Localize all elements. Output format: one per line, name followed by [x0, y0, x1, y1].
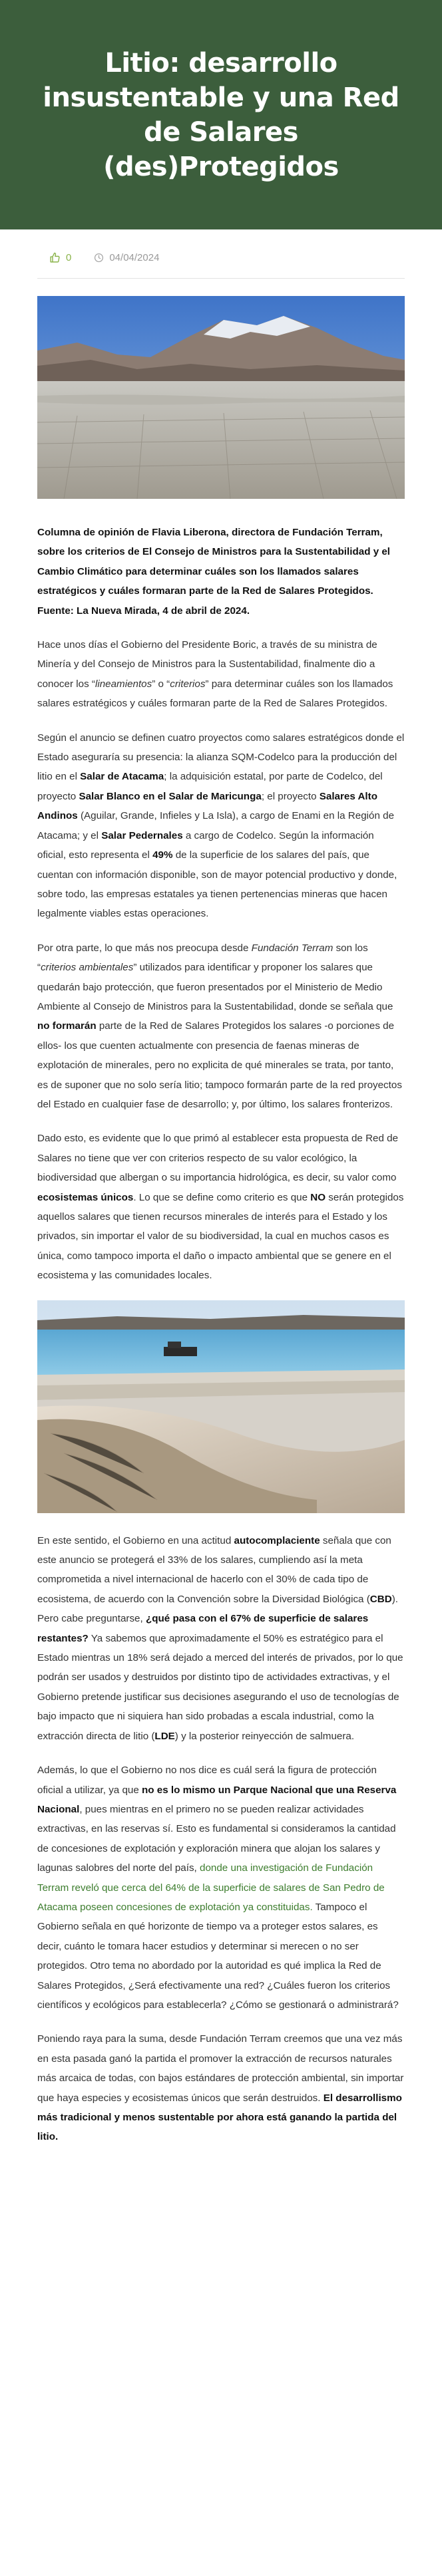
text-segment: Salar Blanco en el Salar de Maricunga [79, 790, 262, 802]
text-segment: , pues mientras en el primero no se pueden realizar actividades extractivas, en las reservas sí. Esto es fundamental si consideramos la cantidad de concesiones de explotación y exploración minera que alojan los salares y lagunas salobres del norte del país, [37, 1803, 396, 1874]
date-text: 04/04/2024 [109, 252, 160, 263]
paragraph-2 [37, 728, 405, 924]
publish-date [94, 252, 159, 263]
text-segment: El desarrollismo más tradicional y menos sustentable por ahora está ganando la partida del litio. [37, 2092, 402, 2143]
text-segment: ; el proyecto [261, 790, 320, 802]
text-segment: serán protegidos aquellos salares que tienen recursos minerales de interés para el Estado y los privados, sin importar el valor de su biodiversidad, la cual en muchos casos es única, como tampoco importa el daño o impacto ambiental que se genere en el ecosistema y las comunidades locales. [37, 1191, 404, 1282]
text-segment: no formarán [37, 1020, 97, 1032]
thumbs-up-icon [49, 252, 61, 263]
text-segment: . Lo que se define como criterio es que [133, 1191, 311, 1203]
text-segment: señala que con este anuncio se protegerá el 33% de los salares, cumpliendo así la meta comprometida a nivel internacional de hacerlo con el 30% de cada tipo de ecosistema, de acuerdo con la Convención sobre la Diversidad Biológica ( [37, 1534, 391, 1605]
article-body [37, 523, 405, 2147]
text-segment: lineamientos [95, 678, 152, 690]
text-segment: Fundación Terram [251, 942, 333, 954]
text-segment: ) y la posterior reinyección de salmuera. [174, 1730, 355, 1742]
text-segment: LDE [154, 1730, 175, 1742]
article-header [0, 0, 442, 229]
text-segment: (Aguilar, Grande, Infieles y La Isla), a cargo de Enami en la Región de Atacama; y el [37, 810, 395, 841]
text-segment: ; la adquisición estatal, por parte de Codelco, del proyecto [37, 771, 383, 802]
text-segment: criterios [170, 678, 206, 690]
inline-image [37, 1300, 405, 1516]
text-segment: 49% [152, 849, 173, 861]
text-segment: CBD [369, 1593, 392, 1605]
article-lead [37, 523, 405, 621]
text-segment: ). Pero cabe preguntarse, [37, 1593, 398, 1625]
text-segment: parte de la Red de Salares Protegidos los salares -o porciones de ellos- los que cuenten actualmente con presencia de faenas mineras de explotación de minerales, pero no explicita de qué minerales se trata, por tanto, es de suponer que no solo sería litio; tampoco formarán parte de la red proyectos del Estado en cualquier fase de desarrollo; y, por último, los salares fronterizos. [37, 1020, 402, 1110]
text-segment: son los “ [37, 942, 368, 974]
text-segment: Dado esto, es evidente que lo que primó al establecer esta propuesta de Red de Salares no tiene que ver con criterios respecto de su valor ecológico, la biodiversidad que albergan o su importancia hidrológica, es decir, su valor como [37, 1133, 399, 1184]
text-segment: Salares Alto Andinos [37, 790, 377, 822]
paragraph-6 [37, 1761, 405, 2015]
lead-summary: Columna de opinión de Flavia Liberona, directora de Fundación Terram, sobre los criterios de El Consejo de Ministros para la Sustentabilidad y el Cambio Climático para determinar cuáles son los llamados salares estratégicos y cuáles formaran parte de la Red de Salares Protegidos. [37, 527, 391, 597]
text-segment: ¿qué pasa con el 67% de superficie de salares restantes? [37, 1613, 369, 1644]
lead-source: Fuente: La Nueva Mirada, 4 de abril de 2024. [37, 605, 250, 617]
paragraph-7 [37, 2029, 405, 2146]
text-segment: Además, lo que el Gobierno no nos dice es cuál será la figura de protección oficial a utilizar, ya que [37, 1765, 377, 1796]
text-segment: Por otra parte, lo que más nos preocupa desde [37, 942, 252, 954]
text-segment: Tampoco el Gobierno señala en qué horizonte de tiempo va a proteger estos salares, es decir, cuánto le tomara hacer estudios y determinar si merecen o no ser protegidos. Otro tema no abordado por la autoridad es qué implica la Red de Salares Protegidos, ¿Será efectivamente una red? ¿Cuáles fueron los criterios científicos y ecológicos para establecerla? ¿Cómo se gestionará o administrará? [37, 1901, 399, 2011]
paragraph-3 [37, 938, 405, 1115]
text-segment: Hace unos días el Gobierno del Presidente Boric, a través de su ministra de Minería y del Consejo de Ministros para la Sustentabilidad, finalmente dio a conocer los “ [37, 639, 377, 690]
text-segment: En este sentido, el Gobierno en una actitud [37, 1534, 234, 1546]
text-segment: Ya sabemos que aproximadamente el 50% es estratégico para el Estado mientras un 18% será dejado a merced del interés de privados, por lo que podrán ser usados y destruidos por distinto tipo de actividades extractivas, y el Gobierno pretende justificar sus decisiones asegurando el uso de tecnologías de bajo impacto que ni siquiera han sido probadas a escala industrial, como la extracción directa de litio ( [37, 1632, 403, 1742]
text-segment: ecosistemas únicos [37, 1191, 134, 1203]
text-segment: Salar Pedernales [101, 829, 183, 841]
text-segment: ” para determinar cuáles son los llamados salares estratégicos y cuáles formaran parte de la Red de Salares Protegidos. [37, 678, 393, 710]
investigation-link[interactable]: donde una investigación de Fundación Terram reveló que cerca del 64% de la superficie de salares de San Pedro de Atacama poseen concesiones de explotación ya constituidas. [37, 1862, 385, 1913]
text-segment: autocomplaciente [234, 1534, 320, 1546]
like-button[interactable] [49, 252, 71, 263]
text-segment: criterios ambientales [41, 962, 134, 974]
text-segment: NO [310, 1191, 326, 1203]
paragraph-4 [37, 1129, 405, 1285]
text-segment: Poniendo raya para la suma, desde Fundación Terram creemos que una vez más en esta pasada ganó la partida el promover la extracción de recursos naturales más arcaica de todas, con bajos estándares de protección ambiental, sin importar que haya especies y ecosistemas únicos que serán destruidos. [37, 2033, 404, 2104]
text-segment: ” utilizados para identificar y proponer los salares que quedarán bajo protección, que fueron presentados por el Ministerio de Medio Ambiente al Consejo de Ministros para la Sustentabilidad, donde se señala que [37, 962, 393, 1012]
clock-icon [94, 253, 104, 263]
article-title: Litio: desarrollo insustentable y una Red de Salares (des)Protegidos [43, 47, 399, 182]
text-segment: no es lo mismo un Parque Nacional que una Reserva Nacional [37, 1784, 397, 1815]
paragraph-1 [37, 635, 405, 714]
text-segment: Salar de Atacama [80, 771, 164, 783]
paragraph-5 [37, 1531, 405, 1746]
like-count: 0 [66, 252, 72, 263]
text-segment: de la superficie de los salares del país, que cuentan con información disponible, son de mayor potencial productivo y donde, sobre todo, las empresas estatales ya tienen pertenencias mineras que hacen legalmente viables estas operaciones. [37, 849, 397, 920]
text-segment: a cargo de Codelco. Según la información oficial, esto representa el [37, 829, 374, 861]
article-meta [37, 247, 405, 279]
featured-image [37, 296, 405, 499]
text-segment: ” o “ [152, 678, 170, 690]
text-segment: Según el anuncio se definen cuatro proyectos como salares estratégicos donde el Estado aseguraría su presencia: la alianza SQM-Codelco para la producción del litio en el [37, 732, 405, 783]
